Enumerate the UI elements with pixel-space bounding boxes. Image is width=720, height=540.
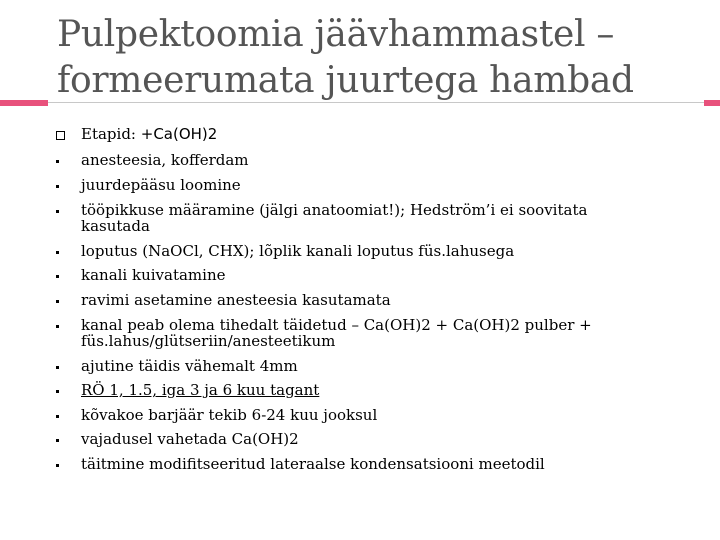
bullet-icon: [56, 366, 59, 369]
list-item-text: loputus (NaOCl, CHX); lõplik kanali loputus füs.lahusega: [81, 242, 515, 260]
list-header-prefix: Etapid:: [81, 125, 141, 143]
list-header-suffix: +Ca(OH)2: [140, 125, 218, 143]
list-item-text: kanal peab olema tihedalt täidetud – Ca(OH)2 + Ca(OH)2 pulber + füs.lahus/glütseriin/anesteetikum: [81, 316, 592, 350]
bullet-icon: [56, 210, 59, 213]
list-item-text: ravimi asetamine anesteesia kasutamata: [81, 291, 391, 309]
bullet-icon: [56, 464, 59, 467]
slide-title-line-1: Pulpektoomia jäävhammastel –: [57, 14, 615, 55]
list-item-text: juurdepääsu loomine: [81, 176, 241, 194]
accent-bar-left: [0, 100, 48, 106]
list-item-text: anesteesia, kofferdam: [81, 151, 249, 169]
accent-bar-right: [704, 100, 720, 106]
bullet-icon: [56, 390, 59, 393]
slide-title: [57, 12, 697, 104]
list-item-text: vajadusel vahetada Ca(OH)2: [81, 430, 299, 448]
list-item-text: kõvakoe barjäär tekib 6-24 kuu jooksul: [81, 406, 378, 424]
list-item-text: ajutine täidis vähemalt 4mm: [81, 357, 298, 375]
list-item-text: tööpikkuse määramine (jälgi anatoomiat!); Hedström’i ei soovitata kasutada: [81, 201, 588, 235]
bullet-icon: [56, 325, 59, 328]
square-bullet-icon: [56, 131, 65, 140]
bullet-icon: [56, 251, 59, 254]
bullet-icon: [56, 300, 59, 303]
list-header-text: [81, 126, 631, 142]
bullet-icon: [56, 415, 59, 418]
list-item-text: RÖ 1, 1.5, iga 3 ja 6 kuu tagant: [81, 381, 320, 399]
bullet-icon: [56, 275, 59, 278]
bullet-icon: [56, 185, 59, 188]
list-item-text: kanali kuivatamine: [81, 266, 226, 284]
bullet-icon: [56, 439, 59, 442]
bullet-icon: [56, 160, 59, 163]
slide-title-line-2: formeerumata juurtega hambad: [57, 60, 634, 101]
list-item-text: täitmine modifitseeritud lateraalse kondensatsiooni meetodil: [81, 455, 545, 473]
title-divider: [48, 102, 704, 103]
